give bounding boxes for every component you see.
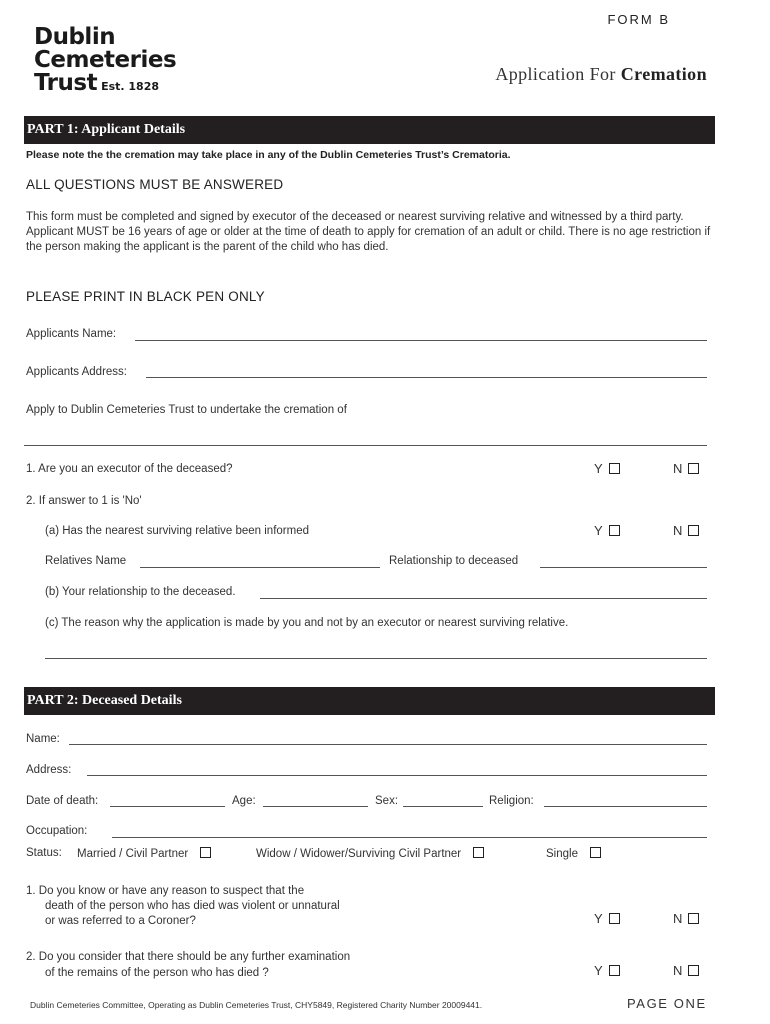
q2a-no — [673, 523, 699, 538]
question-relative-informed: (a) Has the nearest surviving relative been informed — [45, 525, 309, 537]
status-married-option — [77, 847, 211, 860]
occupation-field[interactable] — [112, 837, 707, 838]
religion-label: Religion: — [489, 795, 534, 807]
sex-field[interactable] — [403, 806, 483, 807]
logo-line-3 — [34, 72, 176, 98]
applicant-name-field[interactable] — [135, 340, 707, 341]
status-married-checkbox[interactable] — [200, 847, 211, 858]
status-single-option — [546, 847, 601, 860]
part1-section-bar: PART 1: Applicant Details — [24, 116, 715, 144]
question-further-examination — [26, 949, 350, 981]
sex-label: Sex: — [375, 795, 399, 807]
dublin-cemeteries-trust-logo — [34, 26, 176, 98]
crematoria-note: Please note the the cremation may take place in any of the Dublin Cemeteries Trust’s Crematoria. — [26, 149, 511, 161]
q-violent-line2: death of the person who has died was violent or unnatural — [45, 900, 340, 912]
p2q1-yes — [594, 911, 620, 926]
deceased-address-label: Address: — [26, 764, 72, 776]
deceased-name-label: Name: — [26, 733, 60, 745]
part2-section-bar: PART 2: Deceased Details — [24, 687, 715, 715]
q-violent-line1: 1. Do you know or have any reason to suspect that the — [26, 885, 305, 897]
relatives-name-label: Relatives Name — [45, 555, 127, 567]
no-label: N — [673, 461, 683, 476]
relatives-name-field[interactable] — [140, 567, 380, 568]
logo-est: Est. 1828 — [101, 80, 160, 93]
question-violent-death — [26, 884, 340, 929]
p2q2-yes — [594, 963, 620, 978]
question-executor: 1. Are you an executor of the deceased? — [26, 463, 233, 475]
q1-no-checkbox[interactable] — [688, 463, 699, 474]
page-number: PAGE ONE — [627, 996, 707, 1011]
p2q2-no — [673, 963, 699, 978]
question-if-no: 2. If answer to 1 is 'No' — [26, 495, 142, 507]
cremation-of-field[interactable] — [24, 445, 707, 446]
status-single-label: Single — [546, 848, 578, 860]
q2a-yes-checkbox[interactable] — [609, 525, 620, 536]
q1-yes — [594, 461, 620, 476]
applicant-address-field[interactable] — [146, 377, 707, 378]
applicant-address-label: Applicants Address: — [26, 366, 128, 378]
deceased-address-field[interactable] — [87, 775, 707, 776]
p2q2-yes-checkbox[interactable] — [609, 965, 620, 976]
your-relationship-label: (b) Your relationship to the deceased. — [45, 586, 236, 598]
logo-word-trust: Trust — [34, 70, 98, 96]
status-widow-label: Widow / Widower/Surviving Civil Partner — [256, 848, 462, 860]
p2q1-no-checkbox[interactable] — [688, 913, 699, 924]
your-relationship-field[interactable] — [260, 598, 707, 599]
q1-yes-checkbox[interactable] — [609, 463, 620, 474]
deceased-name-field[interactable] — [69, 744, 707, 745]
q-exam-line2: of the remains of the person who has died ? — [45, 967, 269, 979]
intro-paragraph: This form must be completed and signed by executor of the deceased or nearest surviving relative and witnessed by a third party. Applicant MUST be 16 years of age or older at the time of death to apply for cremation of an adult or child. There is no age restriction if the person making the applicant is the parent of the child who has died. — [26, 211, 711, 253]
logo-line-2: Cemeteries — [34, 47, 177, 73]
q2a-yes — [594, 523, 620, 538]
status-widow-checkbox[interactable] — [473, 847, 484, 858]
age-label: Age: — [232, 795, 256, 807]
q2a-no-checkbox[interactable] — [688, 525, 699, 536]
form-code: FORM B — [607, 12, 670, 27]
status-single-checkbox[interactable] — [590, 847, 601, 858]
age-field[interactable] — [263, 806, 368, 807]
p2q1-yes-checkbox[interactable] — [609, 913, 620, 924]
date-of-death-label: Date of death: — [26, 795, 99, 807]
reason-question: (c) The reason why the application is made by you and not by an executor or nearest surviving relative. — [45, 617, 569, 629]
status-widow-option — [256, 847, 484, 860]
no-label: N — [673, 911, 683, 926]
p2q2-no-checkbox[interactable] — [688, 965, 699, 976]
title-prefix: Application For — [495, 64, 616, 84]
title-bold: Cremation — [620, 64, 707, 84]
print-instruction-heading: PLEASE PRINT IN BLACK PEN ONLY — [26, 289, 265, 304]
relationship-field[interactable] — [540, 567, 707, 568]
yes-label: Y — [594, 963, 603, 978]
q-violent-line3: or was referred to a Coroner? — [45, 915, 196, 927]
all-questions-heading: ALL QUESTIONS MUST BE ANSWERED — [26, 177, 284, 192]
apply-to-text: Apply to Dublin Cemeteries Trust to undertake the cremation of — [26, 404, 347, 416]
religion-field[interactable] — [544, 806, 707, 807]
p2q1-no — [673, 911, 699, 926]
yes-label: Y — [594, 911, 603, 926]
logo-line-1: Dublin — [34, 24, 116, 50]
q-exam-line1: 2. Do you consider that there should be any further examination — [26, 951, 351, 963]
reason-field[interactable] — [45, 658, 707, 659]
applicant-name-label: Applicants Name: — [26, 328, 117, 340]
date-of-death-field[interactable] — [110, 806, 225, 807]
yes-label: Y — [594, 461, 603, 476]
status-label: Status: — [26, 847, 62, 859]
yes-label: Y — [594, 523, 603, 538]
q1-no — [673, 461, 699, 476]
page-title — [495, 64, 707, 85]
occupation-label: Occupation: — [26, 825, 88, 837]
status-married-label: Married / Civil Partner — [77, 848, 189, 860]
relationship-label: Relationship to deceased — [389, 555, 519, 567]
charity-footer: Dublin Cemeteries Committee, Operating as Dublin Cemeteries Trust, CHY5849, Registered Charity Number 20009441. — [30, 1000, 483, 1010]
no-label: N — [673, 523, 683, 538]
no-label: N — [673, 963, 683, 978]
